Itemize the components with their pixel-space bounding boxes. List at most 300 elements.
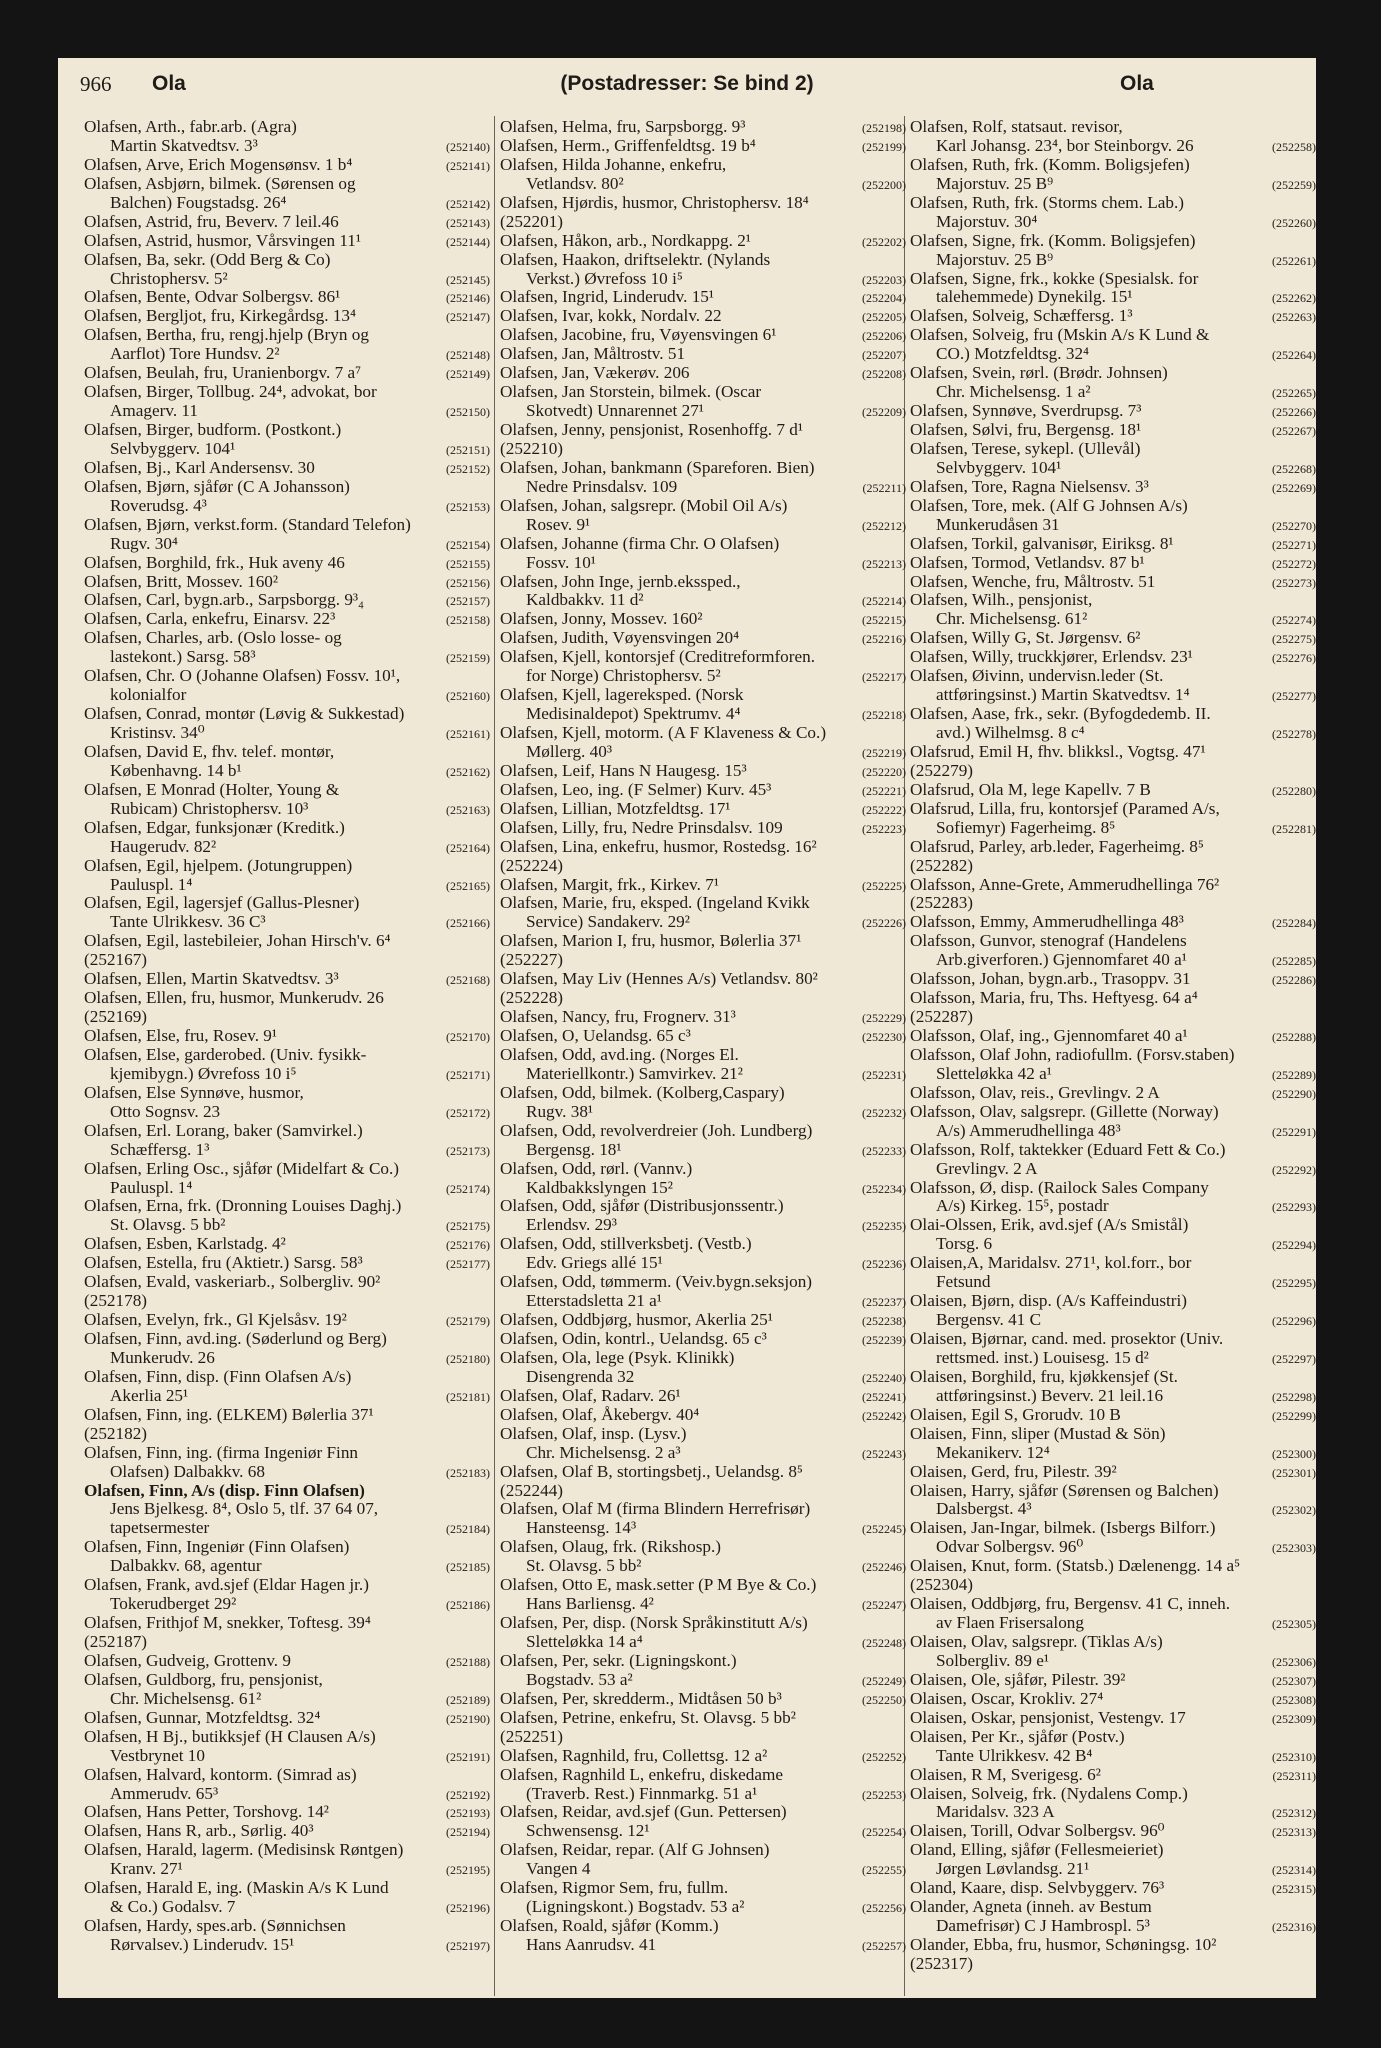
entry-text: Torsg. 6: [936, 1235, 993, 1254]
entry-text: Olafsen, Jacobine, fru, Vøyensvingen 6¹: [500, 326, 777, 345]
entry-text: Olafsson, Olav, salgsrepr. (Gillette (Norway): [910, 1102, 1219, 1121]
directory-entry-line: [910, 137, 1316, 156]
page-number: 966: [80, 72, 112, 96]
entry-text: Bergensv. 41 C: [936, 1311, 1042, 1330]
directory-entry-line: [84, 1728, 490, 1747]
header-center: (Postadresser: Se bind 2): [560, 72, 814, 95]
entry-text: Olafsen, Hans R, arb., Sørlig. 40³: [84, 1822, 314, 1841]
entry-text: Olafsen, Lillian, Motzfeldtsg. 17¹: [500, 799, 731, 818]
directory-entry-line: [84, 288, 490, 307]
entry-text: Olafsen, Ruth, frk. (Storms chem. Lab.): [910, 193, 1184, 212]
entry-text: Hans Aanrudsv. 41: [526, 1936, 657, 1954]
entry-text: Olafsen, Herm., Griffenfeldtsg. 19 b⁴: [500, 136, 756, 155]
directory-entry-line: [910, 781, 1316, 800]
entry-text: Olafsen, Evald, vaskeriarb., Solbergliv. 90²: [84, 1273, 381, 1292]
phone-number: (252219): [862, 745, 906, 760]
directory-entry-line: [84, 876, 490, 895]
phone-number: (252300): [1272, 1446, 1316, 1461]
phone-number: (252229): [862, 1011, 906, 1026]
directory-entry-line: [500, 1008, 906, 1027]
directory-entry-line: [84, 175, 490, 194]
directory-entry-line: [500, 459, 906, 478]
directory-entry-line: [910, 1557, 1316, 1576]
phone-number: (252253): [862, 1787, 906, 1802]
phone-number: (252265): [1272, 386, 1316, 401]
entry-text: Amagerv. 11: [110, 402, 198, 421]
directory-entry-line: [910, 459, 1316, 478]
directory-entry-line: [500, 1500, 906, 1519]
directory-entry-line: [910, 876, 1316, 895]
entry-text: Olafsen, Odin, kontrl., Uelandsg. 65 c³: [500, 1330, 767, 1348]
directory-entry-line: [84, 1614, 490, 1633]
directory-entry-line: [84, 270, 490, 289]
entry-text: Olafsen, Jonny, Mossev. 160²: [500, 610, 703, 629]
entry-text: Olaisen, Jan-Ingar, bilmek. (Isbergs Bilforr.): [910, 1519, 1216, 1538]
entry-text: Munkerudv. 26: [110, 1348, 215, 1367]
phone-number: (252141): [446, 158, 490, 173]
entry-text: Olafsson, Olaf John, radiofullm. (Forsv.staben): [910, 1045, 1235, 1064]
entry-text: Disengrenda 32: [526, 1367, 635, 1386]
entry-text: Olafsrud, Lilla, fru, kontorsjef (Paramed A/s,: [910, 799, 1220, 818]
entry-text: (252201): [500, 212, 564, 231]
entry-text: Olaisen, Torill, Odvar Solbergsv. 96⁰: [910, 1822, 1165, 1841]
phone-number: (252218): [862, 708, 906, 723]
phone-number: (252193): [446, 1806, 490, 1821]
phone-number: (252177): [446, 1257, 490, 1272]
phone-number: (252275): [1272, 632, 1316, 647]
directory-entry-line: [84, 838, 490, 857]
directory-entry-line: [910, 1879, 1316, 1898]
entry-text: Olafsen, Odd, bilmek. (Kolberg,Caspary): [500, 1083, 785, 1102]
directory-entry-line: [910, 1671, 1316, 1690]
entry-text: Olafsson, Rolf, taktekker (Eduard Fett & Co.): [910, 1140, 1226, 1159]
directory-entry-line: [84, 894, 490, 913]
entry-text: Karl Johansg. 23⁴, bor Steinborgv. 26: [936, 136, 1194, 155]
entry-text: (252279): [910, 761, 974, 780]
directory-entry-line: [84, 1898, 490, 1917]
directory-entry-line: [500, 1235, 906, 1254]
phone-number: (252239): [862, 1333, 906, 1347]
entry-text: Olafsen, Egil, lagersjef (Gallus-Plesner): [84, 894, 360, 913]
entry-text: Olafsen, Kjell, kontorsjef (Creditreformforen.: [500, 648, 815, 667]
directory-entry-line: [500, 402, 906, 421]
directory-entry-line: [500, 1519, 906, 1538]
phone-number: (252268): [1272, 461, 1316, 476]
entry-text: Olafsen, Tore, mek. (Alf G Johnsen A/s): [910, 496, 1188, 515]
entry-text: talehemmede) Dynekilg. 15¹: [936, 288, 1133, 307]
directory-entry-line: [910, 1406, 1316, 1425]
phone-number: (252206): [862, 329, 906, 344]
entry-text: Chr. Michelsensg. 61²: [110, 1689, 262, 1708]
entry-text: Olafsen, Leif, Hans N Haugesg. 15³: [500, 761, 747, 780]
entry-text: Olafsen, Frithjof M, snekker, Toftesg. 39⁴: [84, 1614, 371, 1633]
entry-text: (252304): [910, 1576, 974, 1595]
entry-text: Olafsen, Willy G, St. Jørgensv. 6²: [910, 629, 1141, 648]
directory-entry-line: [500, 838, 906, 857]
phone-number: (252170): [446, 1030, 490, 1044]
directory-entry-line: [910, 497, 1316, 516]
entry-text: Olaisen, Knut, form. (Statsb.) Dælenengg. 14 a⁵: [910, 1557, 1241, 1576]
directory-entry-line: [84, 1822, 490, 1841]
phone-number: (252247): [862, 1598, 906, 1613]
entry-text: Mekanikerv. 12⁴: [936, 1443, 1050, 1462]
directory-entry-line: [500, 1822, 906, 1841]
entry-text: (252224): [500, 856, 564, 875]
entry-text: Rugv. 30⁴: [110, 534, 178, 553]
phone-number: (252165): [446, 878, 490, 893]
directory-entry-line: [84, 743, 490, 762]
phone-number: (252155): [446, 556, 490, 571]
entry-text: Olafsson, Ø, disp. (Railock Sales Company: [910, 1178, 1209, 1197]
entry-text: Olafsen, Olaf, insp. (Lysv.): [500, 1424, 687, 1443]
phone-number: (252293): [1272, 1200, 1316, 1215]
phone-number: (252240): [862, 1370, 906, 1385]
entry-text: Olafsen, Haakon, driftselektr. (Nylands: [500, 250, 771, 269]
phone-number: (252312): [1272, 1806, 1316, 1821]
entry-text: tapetsermester: [110, 1519, 210, 1538]
entry-text: Balchen) Fougstadsg. 26⁴: [110, 193, 287, 212]
phone-number: (252159): [446, 651, 490, 666]
directory-entry-line: [910, 1519, 1316, 1538]
entry-text: Dalsbergst. 4³: [936, 1500, 1032, 1519]
directory-entry-line: [84, 1046, 490, 1065]
entry-text: Møllerg. 40³: [526, 742, 612, 761]
directory-entry-line: [500, 876, 906, 895]
entry-text: Hans Barliensg. 4²: [526, 1595, 654, 1614]
directory-entry-line: [84, 1349, 490, 1368]
directory-entry-line: [910, 1387, 1316, 1406]
directory-entry-line: [910, 1368, 1316, 1387]
phone-number: (252202): [862, 234, 906, 249]
entry-text: Skotvedt) Unnarennet 27¹: [526, 402, 704, 421]
entry-text: Tokerudberget 29²: [110, 1595, 237, 1614]
directory-entry-line: [910, 345, 1316, 364]
directory-entry-line: [500, 364, 906, 383]
phone-number: (252199): [862, 139, 906, 154]
directory-entry-line: [500, 1785, 906, 1804]
directory-entry-line: [84, 1690, 490, 1709]
entry-text: (252167): [84, 951, 148, 970]
directory-entry-line: [910, 1917, 1316, 1936]
directory-entry-line: [84, 118, 490, 137]
directory-entry-line: [84, 762, 490, 781]
directory-entry-line: [910, 1235, 1316, 1254]
phone-number: (252297): [1272, 1351, 1316, 1366]
phone-number: (252235): [862, 1219, 906, 1234]
entry-text: Olafsen, Lilly, fru, Nedre Prinsdalsv. 109: [500, 818, 783, 837]
directory-entry-line: [84, 1311, 490, 1330]
directory-entry-line: [500, 497, 906, 516]
entry-text: Olafsen, Erl. Lorang, baker (Samvirkel.): [84, 1121, 363, 1140]
entry-text: Olafsen, Hjørdis, husmor, Christophersv. 18⁴: [500, 193, 809, 212]
entry-text: Olafsen, Erling Osc., sjåfør (Midelfart & Co.): [84, 1159, 400, 1178]
entry-text: Akerlia 25¹: [110, 1386, 189, 1405]
entry-text: Olafsen, Erna, frk. (Dronning Louises Daghj.): [84, 1197, 402, 1216]
phone-number: (252148): [446, 348, 490, 363]
directory-entry-line: [84, 800, 490, 819]
directory-entry-line: [500, 573, 906, 592]
entry-text: (252187): [84, 1633, 148, 1651]
entry-text: Schwensensg. 12¹: [526, 1822, 650, 1841]
directory-entry-line: [910, 194, 1316, 213]
entry-text: Olafsen, Bente, Odvar Solbergsv. 86¹: [84, 288, 341, 307]
directory-entry-line: [500, 1179, 906, 1198]
directory-entry-line: [910, 913, 1316, 932]
entry-text: Selvbyggerv. 104¹: [936, 458, 1062, 477]
entry-text: Olafsen, Arve, Erich Mogensønsv. 1 b⁴: [84, 155, 353, 174]
directory-entry-line: [910, 251, 1316, 270]
entry-text: Munkerudåsen 31: [936, 515, 1060, 534]
entry-text: Olafsen, Birger, Tollbug. 24⁴, advokat, bor: [84, 383, 377, 402]
phone-number: (252260): [1272, 215, 1316, 230]
entry-text: Olafsen, Lina, enkefru, husmor, Rostedsg. 16²: [500, 837, 817, 856]
entry-text: Olafsen, Jan, Vækerøv. 206: [500, 364, 690, 383]
entry-text: (Ligningskont.) Bogstadv. 53 a²: [526, 1898, 745, 1917]
directory-entry-line: [910, 1841, 1316, 1860]
directory-entry-line: [500, 1595, 906, 1614]
directory-entry-line: [84, 535, 490, 554]
directory-entry-line: [910, 1652, 1316, 1671]
directory-entry-line: [500, 629, 906, 648]
directory-entry-line: [910, 686, 1316, 705]
phone-number: (252173): [446, 1143, 490, 1158]
phone-number: (252242): [862, 1408, 906, 1423]
directory-entry-line: [84, 364, 490, 383]
directory-entry-line: [500, 1898, 906, 1917]
phone-number: (252221): [862, 783, 906, 798]
directory-entry-line: [910, 1614, 1316, 1633]
directory-entry-line: [84, 554, 490, 573]
entry-text: CO.) Motzfeldtsg. 32⁴: [936, 345, 1090, 364]
directory-entry-line: [84, 1519, 490, 1538]
phone-number: (252140): [446, 139, 490, 154]
phone-number: (252163): [446, 802, 490, 817]
directory-entry-line: [84, 951, 490, 970]
phone-number: (252213): [862, 556, 906, 571]
entry-text: Olafsen, Ragnhild, fru, Collettsg. 12 a²: [500, 1746, 768, 1765]
entry-text: attføringsinst.) Beverv. 21 leil.16: [936, 1386, 1164, 1405]
entry-text: Olaisen, Oscar, Krokliv. 27⁴: [910, 1689, 1104, 1708]
entry-text: Olafsson, Emmy, Ammerudhellinga 48³: [910, 913, 1184, 932]
entry-text: Kaldbakkv. 11 d²: [526, 591, 644, 610]
directory-entry-line: [84, 1482, 490, 1501]
directory-entry-line: [910, 1500, 1316, 1519]
directory-entry-line: [500, 648, 906, 667]
directory-entry-line: [84, 307, 490, 326]
column-3: [910, 118, 1316, 1974]
directory-entry-line: [500, 686, 906, 705]
directory-entry-line: [910, 1595, 1316, 1614]
entry-text: Olafsen, Guldborg, fru, pensjonist,: [84, 1670, 323, 1689]
directory-entry-line: [84, 1500, 490, 1519]
entry-text: Schæffersg. 1³: [110, 1140, 210, 1159]
directory-entry-line: [84, 1576, 490, 1595]
directory-entry-line: [500, 705, 906, 724]
entry-text: Olafsen, Wilh., pensjonist,: [910, 591, 1093, 610]
directory-entry-line: [500, 194, 906, 213]
entry-text: Olafsen, Kjell, lagereksped. (Norsk: [500, 686, 744, 705]
phone-number: (252309): [1272, 1711, 1316, 1726]
directory-entry-line: [500, 1557, 906, 1576]
directory-entry-line: [500, 1084, 906, 1103]
entry-text: Olafsen, Jan, Måltrostv. 51: [500, 345, 686, 364]
entry-text: Solbergliv. 89 e¹: [936, 1651, 1050, 1670]
entry-text: Nedre Prinsdalsv. 109: [526, 477, 678, 496]
entry-text: Christophersv. 5²: [110, 269, 228, 288]
directory-page: [58, 58, 1316, 1998]
directory-entry-line: [910, 800, 1316, 819]
directory-entry-line: [910, 478, 1316, 497]
directory-entry-line: [910, 440, 1316, 459]
phone-number: (252288): [1272, 1030, 1316, 1044]
entry-text: Olafsrud, Ola M, lege Kapellv. 7 B: [910, 780, 1151, 799]
directory-entry-line: [910, 1273, 1316, 1292]
directory-entry-line: [910, 1803, 1316, 1822]
directory-entry-line: [500, 516, 906, 535]
directory-entry-line: [500, 1633, 906, 1652]
entry-text: Olaisen, Finn, sliper (Mustad & Sön): [910, 1424, 1166, 1443]
phone-number: (252184): [446, 1522, 490, 1537]
entry-text: Olafsen, Bergljot, fru, Kirkegårdsg. 13⁴: [84, 307, 357, 326]
phone-number: (252307): [1272, 1673, 1316, 1688]
entry-text: Olaisen, Solveig, frk. (Nydalens Comp.): [910, 1784, 1188, 1803]
entry-text: Sletteløkka 14 a⁴: [526, 1633, 643, 1651]
entry-text: Olafsen, Halvard, kontorm. (Simrad as): [84, 1765, 357, 1784]
entry-text: attføringsinst.) Martin Skatvedtsv. 1⁴: [936, 686, 1190, 705]
phone-number: (252278): [1272, 727, 1316, 741]
entry-text: Olaisen, Oskar, pensjonist, Vestengv. 17: [910, 1708, 1186, 1727]
directory-entry-line: [500, 1425, 906, 1444]
directory-entry-line: [910, 1160, 1316, 1179]
phone-number: (252197): [446, 1939, 490, 1953]
directory-entry-line: [910, 610, 1316, 629]
entry-text: Materiellkontr.) Samvirkev. 21²: [526, 1064, 743, 1083]
phone-number: (252236): [862, 1257, 906, 1272]
entry-text: Sofiemyr) Fagerheimg. 8⁵: [936, 818, 1116, 837]
entry-text: Medisinaldepot) Spektrumv. 4⁴: [526, 705, 741, 724]
phone-number: (252294): [1272, 1238, 1316, 1253]
directory-entry-line: [500, 951, 906, 970]
directory-entry-line: [910, 857, 1316, 876]
directory-entry-line: [910, 894, 1316, 913]
phone-number: (252267): [1272, 424, 1316, 438]
directory-entry-line: [910, 838, 1316, 857]
directory-entry-line: [500, 137, 906, 156]
phone-number: (252205): [862, 310, 906, 325]
directory-entry-line: [500, 762, 906, 781]
directory-entry-line: [910, 421, 1316, 440]
phone-number: (252216): [862, 632, 906, 647]
directory-entry-line: [500, 1046, 906, 1065]
directory-entry-line: [84, 1197, 490, 1216]
phone-number: (252311): [1272, 1768, 1316, 1783]
directory-entry-line: [500, 1747, 906, 1766]
entry-text: Olafsen, Willy, truckkjører, Erlendsv. 23¹: [910, 648, 1193, 667]
entry-text: (252228): [500, 989, 564, 1008]
entry-text: Olafsen, Odd, rørl. (Vannv.): [500, 1159, 693, 1178]
directory-entry-line: [500, 932, 906, 951]
entry-text: Roverudsg. 4³: [110, 496, 207, 515]
directory-entry-line: [500, 345, 906, 364]
phone-number: (252208): [862, 367, 906, 382]
entry-text: Olafsen, Bertha, fru, rengj.hjelp (Bryn og: [84, 326, 369, 345]
entry-text: Rosev. 9¹: [526, 515, 591, 534]
entry-text: Olafsen, Odd, revolverdreier (Joh. Lundberg): [500, 1121, 813, 1140]
directory-entry-line: [910, 307, 1316, 326]
directory-entry-line: [84, 1254, 490, 1273]
directory-entry-line: [910, 1216, 1316, 1235]
directory-entry-line: [84, 1766, 490, 1785]
entry-text: Olafsen, Birger, budform. (Postkont.): [84, 421, 342, 439]
entry-text: Olafsen, O, Uelandsg. 65 c³: [500, 1027, 691, 1045]
directory-entry-line: [84, 913, 490, 932]
phone-number: (252143): [446, 215, 490, 230]
directory-entry-line: [910, 1690, 1316, 1709]
entry-text: Olafsen, Ola, lege (Psyk. Klinikk): [500, 1348, 735, 1367]
entry-text: A/s) Ammerudhellinga 48³: [936, 1121, 1121, 1140]
entry-text: A/s) Kirkeg. 15⁵, postadr: [936, 1197, 1109, 1216]
directory-entry-line: [910, 156, 1316, 175]
directory-entry-line: [500, 1122, 906, 1141]
directory-entry-line: [910, 724, 1316, 743]
entry-text: Olafsen, Per, sekr. (Ligningskont.): [500, 1651, 737, 1670]
directory-entry-line: [500, 1652, 906, 1671]
entry-text: (252182): [84, 1424, 148, 1443]
directory-entry-line: [500, 156, 906, 175]
directory-entry-line: [84, 1008, 490, 1027]
phone-number: (252261): [1272, 253, 1316, 268]
directory-entry-line: [84, 440, 490, 459]
directory-entry-line: [910, 705, 1316, 724]
directory-entry-line: [84, 970, 490, 989]
directory-entry-line: [910, 1254, 1316, 1273]
entry-text: Olafsen, Roald, sjåfør (Komm.): [500, 1917, 719, 1936]
directory-entry-line: [500, 440, 906, 459]
entry-text: Olafsen, Borghild, frk., Huk aveny 46: [84, 553, 345, 572]
entry-text: Olafsen, Per, skredderm., Midtåsen 50 b³: [500, 1689, 782, 1708]
directory-entry-line: [84, 1803, 490, 1822]
phone-number: (252301): [1272, 1465, 1316, 1480]
phone-number: (252290): [1272, 1086, 1316, 1101]
phone-number: (252161): [446, 727, 490, 741]
entry-text: Olafsen, Oddbjørg, husmor, Akerlia 25¹: [500, 1311, 773, 1330]
entry-text: Pauluspl. 1⁴: [110, 1178, 193, 1197]
phone-number: (252237): [862, 1295, 906, 1310]
directory-entry-line: [500, 1482, 906, 1501]
directory-entry-line: [910, 951, 1316, 970]
entry-text: Olafsen, Sølvi, fru, Bergensg. 18¹: [910, 421, 1142, 439]
phone-number: (252175): [446, 1219, 490, 1234]
entry-text: Olafsen, Finn, A/s (disp. Finn Olafsen): [84, 1481, 365, 1500]
directory-entry-line: [500, 1406, 906, 1425]
directory-entry-line: [910, 743, 1316, 762]
phone-number: (252181): [446, 1389, 490, 1404]
entry-text: Olafsen, Judith, Vøyensvingen 20⁴: [500, 629, 740, 648]
directory-entry-line: [500, 894, 906, 913]
entry-text: Olafsen, Nancy, fru, Frognerv. 31³: [500, 1008, 736, 1027]
entry-text: Olafsen, Marion I, fru, husmor, Bølerlia 37¹: [500, 932, 802, 951]
directory-entry-line: [84, 1841, 490, 1860]
phone-number: (252306): [1272, 1654, 1316, 1669]
directory-entry-line: [84, 1936, 490, 1955]
phone-number: (252263): [1272, 310, 1316, 325]
directory-entry-line: [910, 1709, 1316, 1728]
phone-number: (252215): [862, 613, 906, 628]
phone-number: (252269): [1272, 480, 1316, 495]
entry-text: Olafsen, Per, disp. (Norsk Språkinstitutt A/s): [500, 1614, 808, 1633]
phone-number: (252209): [862, 405, 906, 420]
directory-entry-line: [910, 516, 1316, 535]
